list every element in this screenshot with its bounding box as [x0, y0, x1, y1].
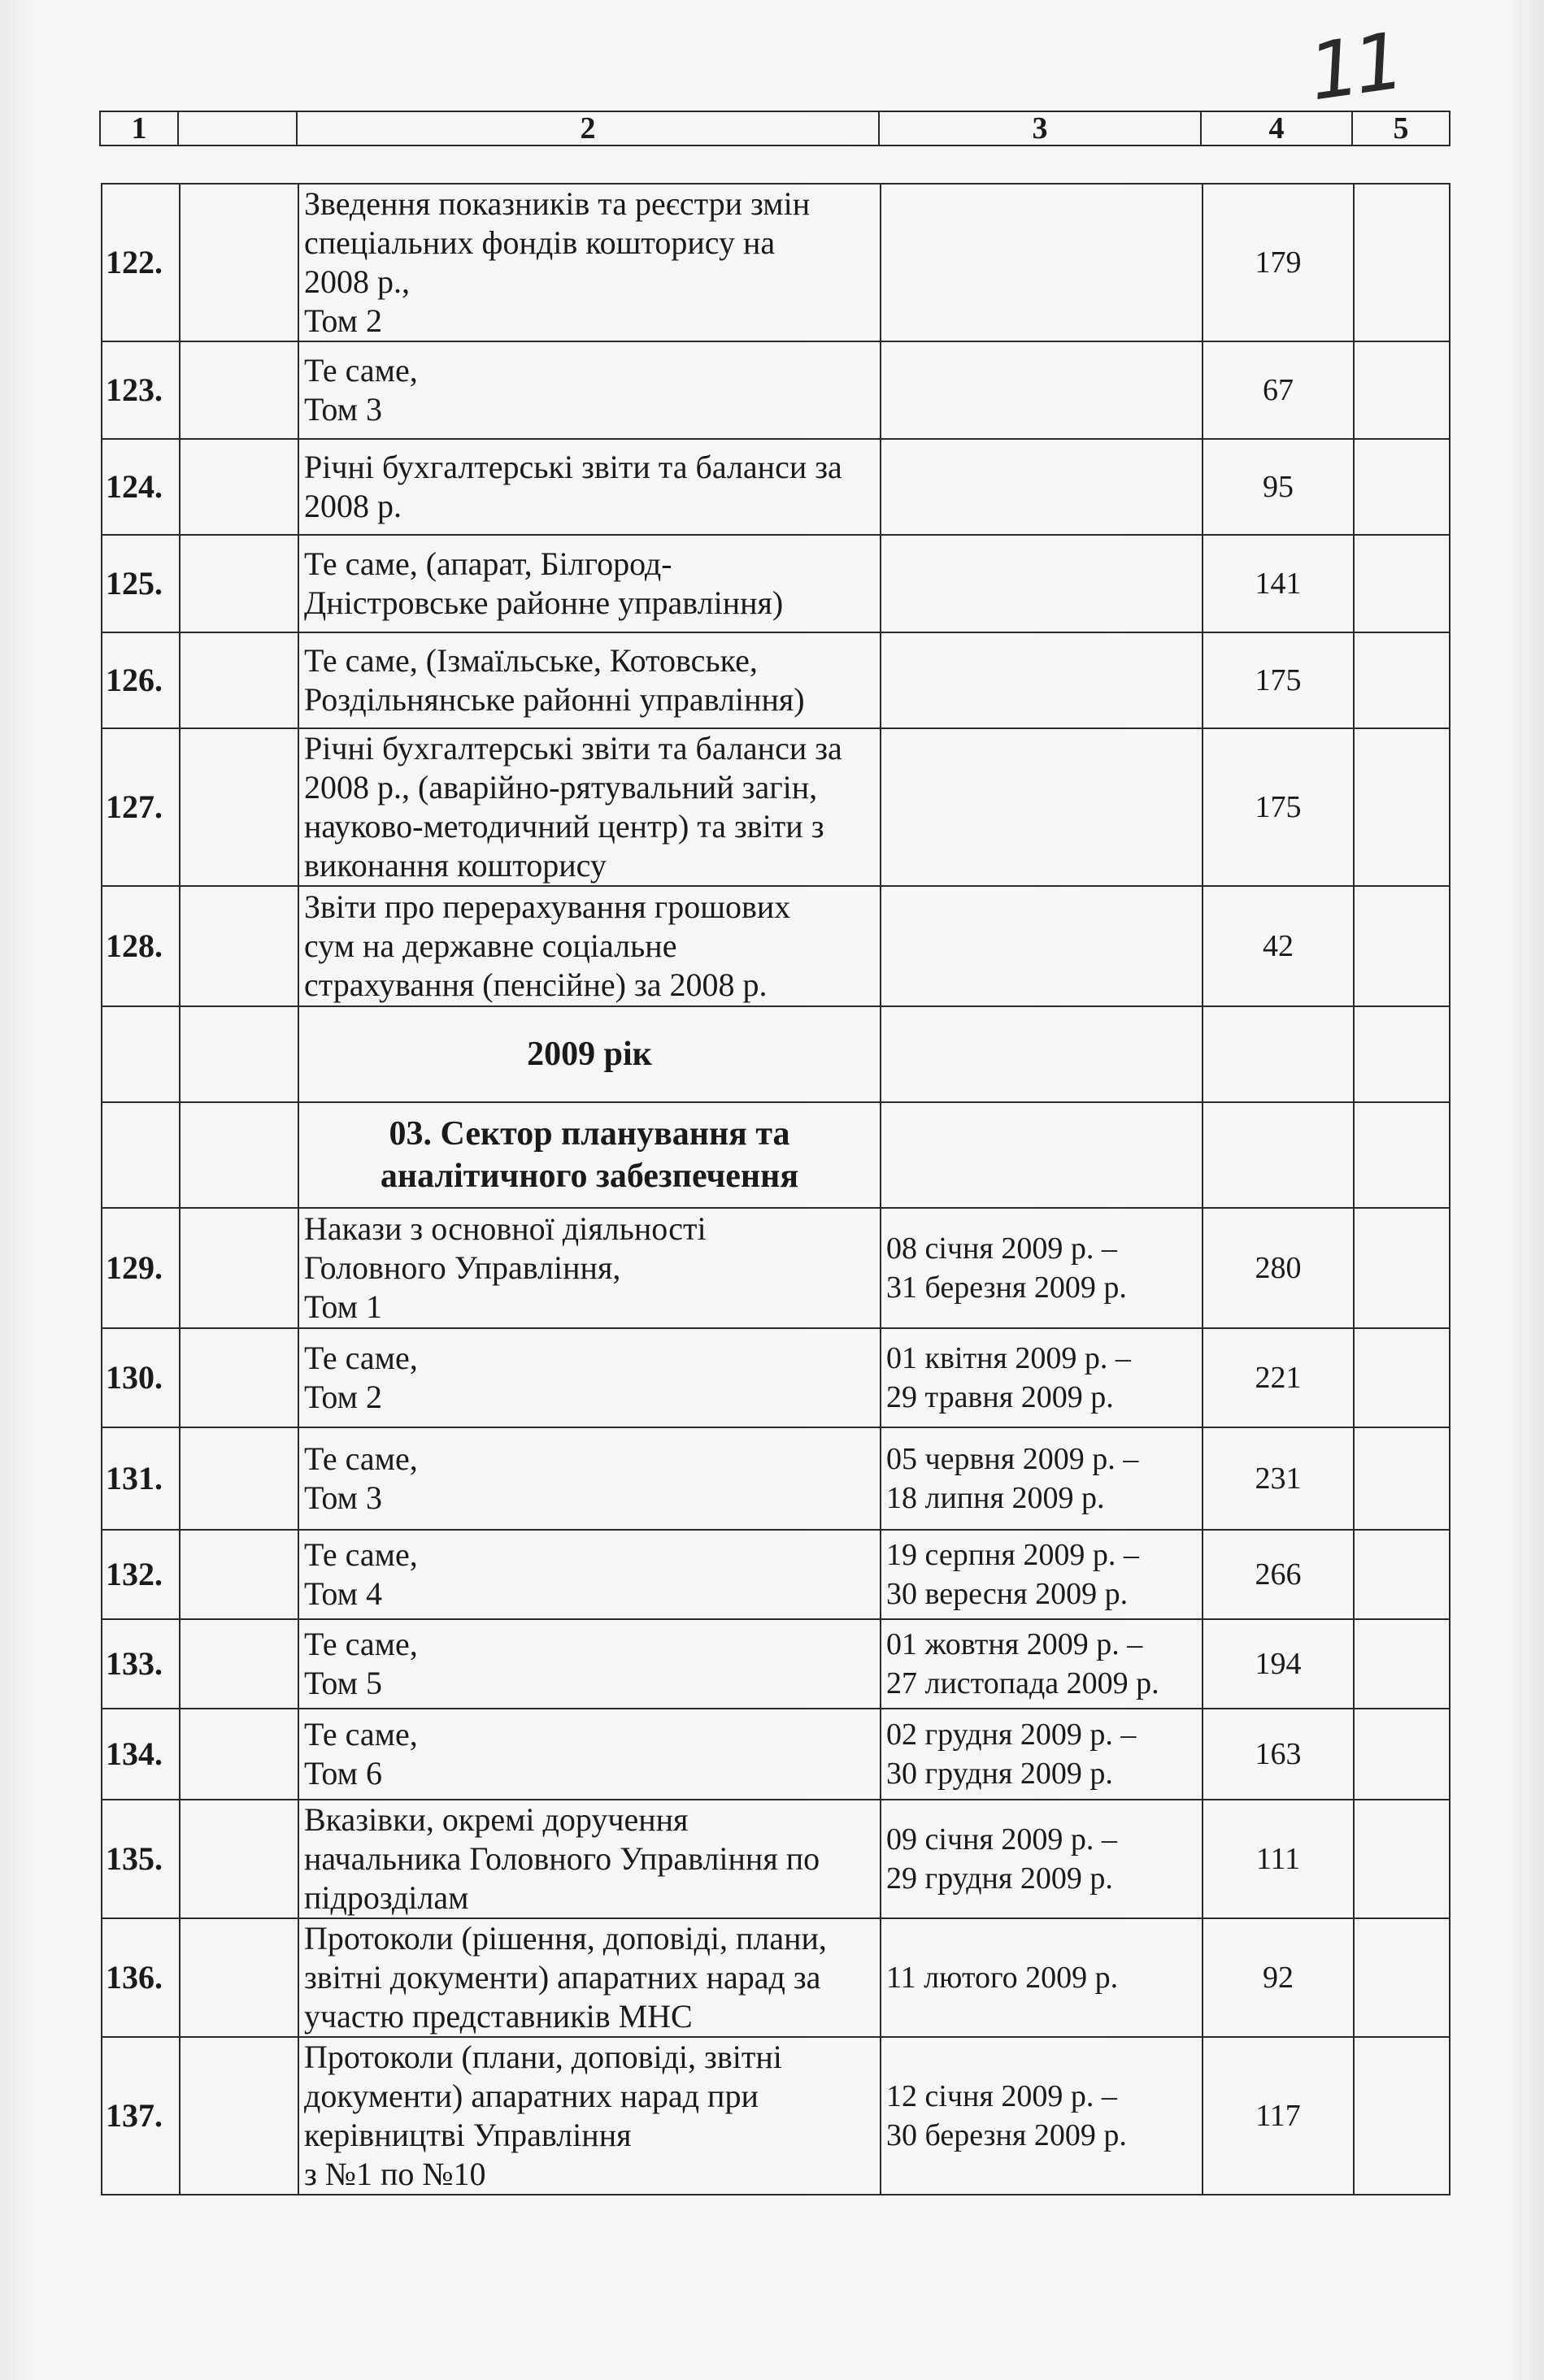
- notes-cell: [1354, 1918, 1450, 2037]
- description-line: 2008 р., (аварійно-рятувальний загін,: [304, 769, 818, 806]
- table-row: [102, 1619, 1450, 1709]
- row-number: 127.: [102, 728, 180, 886]
- row-number: 130.: [102, 1328, 180, 1427]
- date-cell: [881, 886, 1203, 1006]
- page-folio-number: 11: [1303, 15, 1405, 119]
- description-line: сум на державне соціальне: [304, 927, 677, 964]
- row-number: 135.: [102, 1800, 180, 1918]
- date-line: 08 січня 2009 р. –: [886, 1231, 1117, 1266]
- description-cell: [298, 1619, 881, 1709]
- date-line: 09 січня 2009 р. –: [886, 1822, 1117, 1857]
- notes-cell: [1354, 632, 1450, 728]
- row-number: 122.: [102, 184, 180, 341]
- description-cell: [298, 886, 881, 1006]
- description-cell: [298, 1709, 881, 1800]
- section-heading: [298, 1102, 881, 1208]
- year-heading-block: [102, 1006, 1450, 1208]
- description-cell: [298, 439, 881, 535]
- date-cell: [881, 1530, 1203, 1619]
- date-line: 11 лютого 2009 р.: [886, 1961, 1119, 1995]
- description-line: Те саме,: [304, 1340, 418, 1376]
- notes-cell: [1354, 728, 1450, 886]
- row-number: 131.: [102, 1427, 180, 1530]
- row-number: 134.: [102, 1709, 180, 1800]
- description-line: звітні документи) апаратних нарад за: [304, 1959, 821, 1996]
- row-number: 129.: [102, 1208, 180, 1328]
- notes-cell: [1354, 1530, 1450, 1619]
- table-row: [102, 1427, 1450, 1530]
- blank-cell: [180, 886, 298, 1006]
- description-cell: [298, 184, 881, 341]
- date-cell: [881, 1208, 1203, 1328]
- description-line: Річні бухгалтерські звіти та баланси за: [304, 449, 842, 485]
- description-cell: [298, 1427, 881, 1530]
- description-line: Те саме,: [304, 1716, 418, 1752]
- date-line: 27 листопада 2009 р.: [886, 1666, 1159, 1700]
- description-line: Том 2: [304, 1379, 382, 1415]
- date-line: 30 березня 2009 р.: [886, 2118, 1127, 2152]
- header-col-4: 4: [1201, 111, 1352, 145]
- sheet-count: 221: [1203, 1328, 1354, 1427]
- blank-cell: [180, 1427, 298, 1530]
- blank-cell: [180, 1709, 298, 1800]
- blank-cell: [180, 1208, 298, 1328]
- description-line: Те саме,: [304, 1536, 418, 1573]
- blank-cell: [180, 728, 298, 886]
- table-row: [102, 535, 1450, 632]
- description-cell: [298, 1800, 881, 1918]
- date-cell: [881, 535, 1203, 632]
- description-cell: [298, 2037, 881, 2195]
- table-row: [102, 341, 1450, 439]
- sheet-count: 111: [1203, 1800, 1354, 1918]
- notes-cell: [1354, 1709, 1450, 1800]
- blank-cell: [180, 1530, 298, 1619]
- notes-cell: [1354, 2037, 1450, 2195]
- notes-cell: [1354, 184, 1450, 341]
- notes-cell: [1354, 439, 1450, 535]
- sheet-count: 179: [1203, 184, 1354, 341]
- sheet-count: 42: [1203, 886, 1354, 1006]
- table-row: [102, 632, 1450, 728]
- description-cell: [298, 1530, 881, 1619]
- description-line: 2008 р.,: [304, 263, 410, 300]
- year-heading: 2009 рік: [298, 1006, 881, 1102]
- table-row: [102, 1918, 1450, 2037]
- sheet-count: 231: [1203, 1427, 1354, 1530]
- table-row: [102, 1800, 1450, 1918]
- date-cell: [881, 439, 1203, 535]
- description-line: Те саме, (апарат, Білгород-: [304, 545, 672, 582]
- date-cell: [881, 1918, 1203, 2037]
- row-number: 132.: [102, 1530, 180, 1619]
- date-line: 30 вересня 2009 р.: [886, 1577, 1129, 1611]
- row-number: 133.: [102, 1619, 180, 1709]
- description-cell: [298, 1208, 881, 1328]
- header-col-2: 2: [297, 111, 879, 145]
- blank-cell: [180, 341, 298, 439]
- description-line: Том 1: [304, 1288, 382, 1325]
- description-line: участю представників МНС: [304, 1998, 693, 2035]
- sheet-count: 67: [1203, 341, 1354, 439]
- date-cell: [881, 2037, 1203, 2195]
- column-number-header: [99, 111, 1450, 146]
- description-line: виконання кошторису: [304, 847, 607, 884]
- sheet-count: 163: [1203, 1709, 1354, 1800]
- blank-cell: [180, 535, 298, 632]
- description-line: спеціальних фондів кошторису на: [304, 224, 776, 261]
- section-heading-row: [102, 1102, 1450, 1208]
- description-line: Звіти про перерахування грошових: [304, 888, 791, 925]
- section-heading-line: аналітичного забезпечення: [380, 1157, 799, 1195]
- sheet-count: 92: [1203, 1918, 1354, 2037]
- date-cell: [881, 1709, 1203, 1800]
- date-cell: [881, 341, 1203, 439]
- table-row: [102, 2037, 1450, 2195]
- table-row: [102, 1709, 1450, 1800]
- rows-2008: [102, 184, 1450, 1006]
- description-line: Том 3: [304, 1479, 382, 1516]
- blank-cell: [180, 1800, 298, 1918]
- date-cell: [881, 632, 1203, 728]
- sheet-count: 175: [1203, 728, 1354, 886]
- row-number: 123.: [102, 341, 180, 439]
- description-line: науково-методичний центр) та звіти з: [304, 808, 824, 845]
- inventory-table: [101, 183, 1450, 2195]
- description-line: Те саме,: [304, 352, 418, 389]
- description-line: підрозділам: [304, 1879, 469, 1916]
- sheet-count: 280: [1203, 1208, 1354, 1328]
- date-cell: [881, 728, 1203, 886]
- description-cell: [298, 1328, 881, 1427]
- description-cell: [298, 632, 881, 728]
- table-row: [102, 1530, 1450, 1619]
- description-line: страхування (пенсійне) за 2008 р.: [304, 966, 768, 1003]
- sheet-count: 141: [1203, 535, 1354, 632]
- notes-cell: [1354, 535, 1450, 632]
- description-cell: [298, 728, 881, 886]
- sheet-count: 95: [1203, 439, 1354, 535]
- date-line: 12 січня 2009 р. –: [886, 2079, 1117, 2113]
- notes-cell: [1354, 341, 1450, 439]
- blank-cell: [180, 1328, 298, 1427]
- date-line: 02 грудня 2009 р. –: [886, 1718, 1137, 1752]
- table-row: [102, 886, 1450, 1006]
- date-line: 29 травня 2009 р.: [886, 1380, 1114, 1414]
- description-line: Том 2: [304, 302, 382, 339]
- table-row: [102, 728, 1450, 886]
- notes-cell: [1354, 886, 1450, 1006]
- table-row: [102, 184, 1450, 341]
- sheet-count: 194: [1203, 1619, 1354, 1709]
- table-row: [102, 1208, 1450, 1328]
- header-col-blank: [178, 111, 297, 145]
- table-row: [102, 439, 1450, 535]
- table-row: [102, 1328, 1450, 1427]
- date-line: 19 серпня 2009 р. –: [886, 1538, 1139, 1572]
- description-cell: [298, 1918, 881, 2037]
- header-col-3: 3: [879, 111, 1201, 145]
- description-line: Том 5: [304, 1665, 382, 1701]
- description-line: Зведення показників та реєстри змін: [304, 185, 811, 222]
- description-line: документи) апаратних нарад при: [304, 2078, 759, 2114]
- description-line: Те саме, (Ізмаїльське, Котовське,: [304, 642, 758, 679]
- description-line: Те саме,: [304, 1440, 418, 1477]
- description-line: Том 4: [304, 1575, 382, 1612]
- date-line: 30 грудня 2009 р.: [886, 1757, 1113, 1791]
- description-line: Том 6: [304, 1755, 382, 1792]
- row-number: 124.: [102, 439, 180, 535]
- description-line: Протоколи (плани, доповіді, звітні: [304, 2039, 782, 2075]
- description-line: Накази з основної діяльності: [304, 1210, 707, 1247]
- description-line: Протоколи (рішення, доповіді, плани,: [304, 1920, 827, 1957]
- header-col-1: 1: [100, 111, 178, 145]
- description-cell: [298, 341, 881, 439]
- date-line: 18 липня 2009 р.: [886, 1481, 1105, 1515]
- year-heading-row: [102, 1006, 1450, 1102]
- row-number: 128.: [102, 886, 180, 1006]
- description-cell: [298, 535, 881, 632]
- blank-cell: [180, 439, 298, 535]
- date-cell: [881, 184, 1203, 341]
- notes-cell: [1354, 1328, 1450, 1427]
- sheet-count: 266: [1203, 1530, 1354, 1619]
- date-cell: [881, 1328, 1203, 1427]
- section-heading-line: 03. Сектор планування та: [389, 1115, 790, 1153]
- blank-cell: [180, 1918, 298, 2037]
- blank-cell: [180, 1619, 298, 1709]
- blank-cell: [180, 632, 298, 728]
- blank-cell: [180, 184, 298, 341]
- blank-cell: [180, 2037, 298, 2195]
- description-line: 2008 р.: [304, 488, 402, 524]
- notes-cell: [1354, 1427, 1450, 1530]
- description-line: керівництві Управління: [304, 2117, 632, 2153]
- notes-cell: [1354, 1208, 1450, 1328]
- sheet-count: 117: [1203, 2037, 1354, 2195]
- description-line: Вказівки, окремі доручення: [304, 1801, 689, 1838]
- description-line: Том 3: [304, 391, 382, 428]
- date-line: 31 березня 2009 р.: [886, 1270, 1127, 1305]
- description-line: Те саме,: [304, 1626, 418, 1662]
- row-number: 136.: [102, 1918, 180, 2037]
- date-cell: [881, 1800, 1203, 1918]
- description-line: Дністровське районне управління): [304, 584, 784, 621]
- date-line: 01 квітня 2009 р. –: [886, 1341, 1131, 1375]
- date-line: 29 грудня 2009 р.: [886, 1861, 1113, 1896]
- row-number: 125.: [102, 535, 180, 632]
- notes-cell: [1354, 1619, 1450, 1709]
- sheet-count: 175: [1203, 632, 1354, 728]
- row-number: 126.: [102, 632, 180, 728]
- description-line: з №1 по №10: [304, 2156, 486, 2192]
- row-number: 137.: [102, 2037, 180, 2195]
- notes-cell: [1354, 1800, 1450, 1918]
- header-col-5: 5: [1352, 111, 1450, 145]
- date-line: 05 червня 2009 р. –: [886, 1442, 1139, 1476]
- description-line: Головного Управління,: [304, 1249, 621, 1286]
- date-cell: [881, 1427, 1203, 1530]
- description-line: начальника Головного Управління по: [304, 1840, 820, 1877]
- date-line: 01 жовтня 2009 р. –: [886, 1627, 1143, 1661]
- description-line: Річні бухгалтерські звіти та баланси за: [304, 730, 842, 767]
- rows-2009: [102, 1208, 1450, 2195]
- date-cell: [881, 1619, 1203, 1709]
- description-line: Роздільнянське районні управління): [304, 681, 805, 718]
